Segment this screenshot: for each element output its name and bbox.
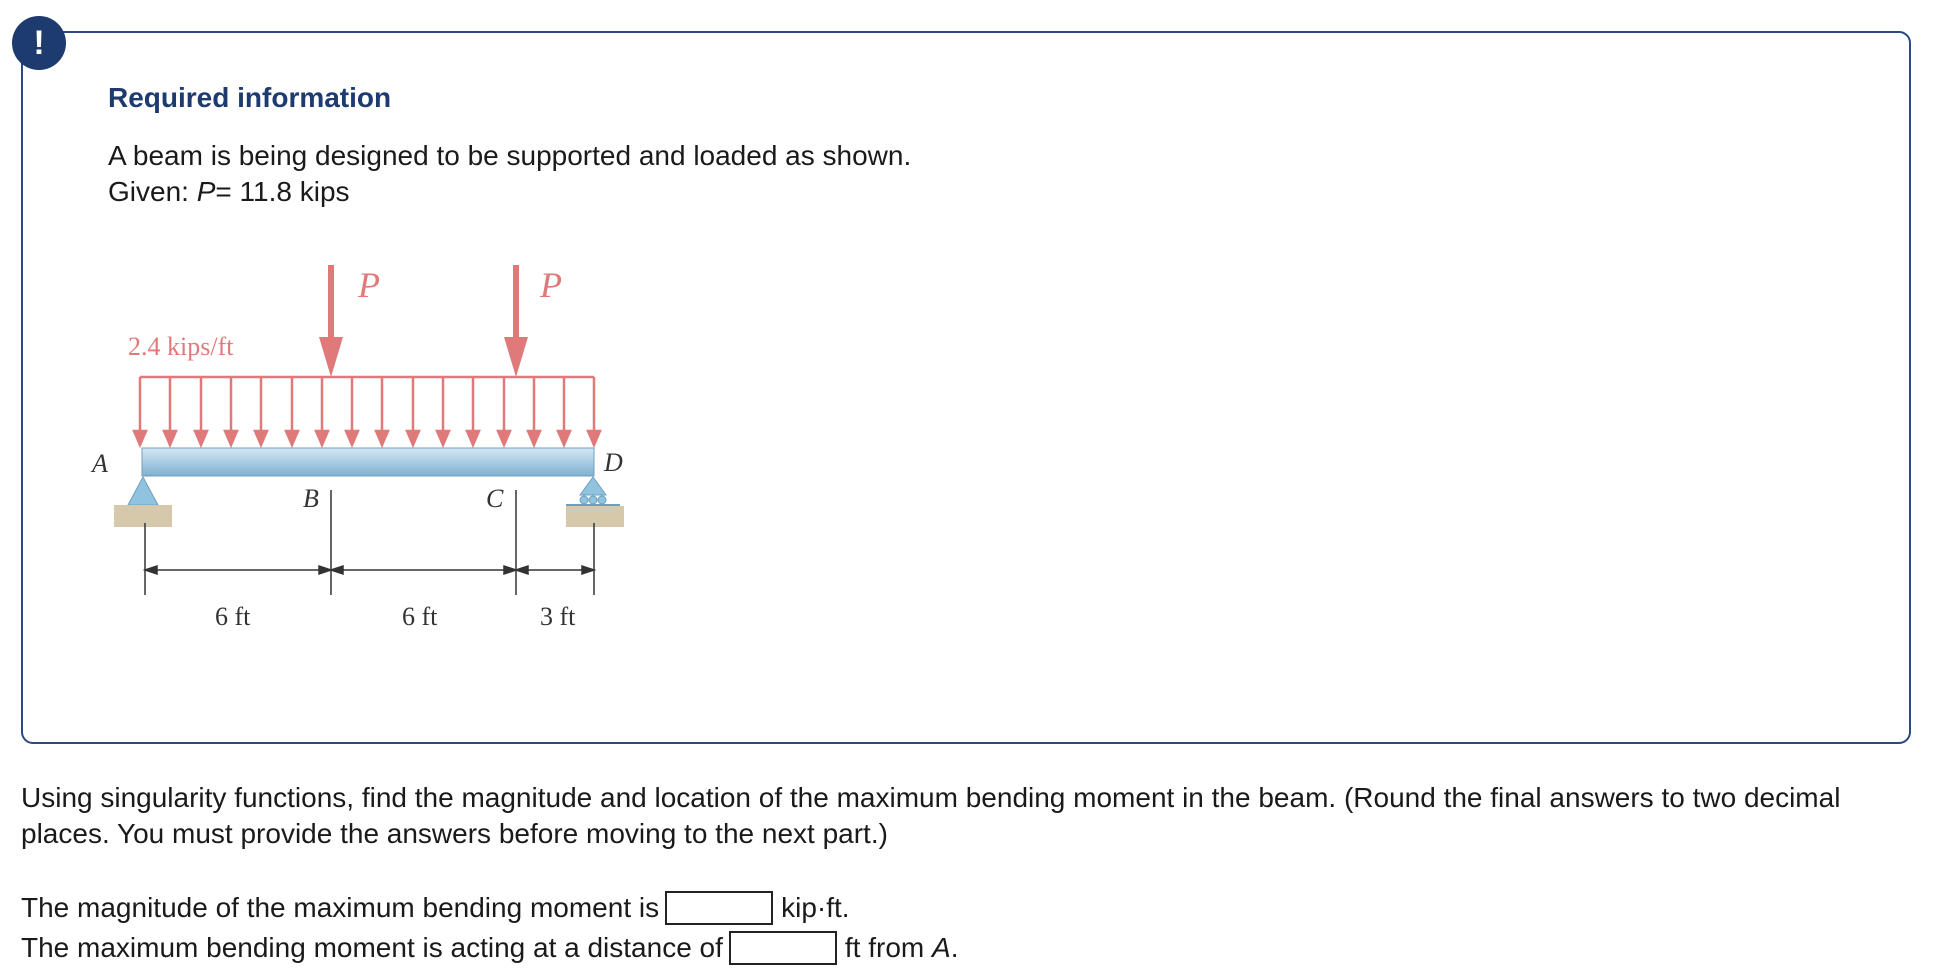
answer-row-location <box>21 928 959 968</box>
question-text: Using singularity functions, find the magnitude and location of the maximum bending moment in the beam. (Round the final answers to two decimal places. You must provide the answers before moving to the next part.) <box>21 782 1841 849</box>
beam-diagram <box>92 255 660 631</box>
answer-section <box>21 888 959 968</box>
dim-bc-label: 6 ft <box>402 602 438 631</box>
location-unit-text: ft from <box>844 932 933 963</box>
point-load-c <box>504 265 528 377</box>
location-input[interactable] <box>729 931 837 965</box>
location-unit-end: . <box>950 932 959 963</box>
magnitude-unit: kip·ft. <box>781 892 850 923</box>
alert-icon: ! <box>12 16 66 70</box>
load-p-label-b: P <box>358 265 380 305</box>
distributed-load <box>134 377 600 445</box>
roller-support-d <box>566 477 624 527</box>
problem-intro <box>108 138 911 210</box>
pin-support-a <box>114 477 172 527</box>
point-b-label: B <box>303 484 319 513</box>
dimension-lines <box>145 566 594 574</box>
distributed-load-label: 2.4 kips/ft <box>128 332 234 361</box>
point-a-label: A <box>92 449 108 478</box>
dim-ab-label: 6 ft <box>215 602 251 631</box>
given-variable: P <box>196 176 216 207</box>
point-d-label: D <box>604 448 623 477</box>
point-load-b <box>319 265 343 377</box>
answer-row-magnitude <box>21 888 959 928</box>
location-prompt: The maximum bending moment is acting at a distance of <box>21 932 723 963</box>
location-unit-var: A <box>932 932 951 963</box>
beam <box>142 448 594 476</box>
given-prefix: Given: <box>108 176 197 207</box>
given-value: = 11.8 kips <box>215 176 350 207</box>
location-unit <box>845 928 959 968</box>
point-c-label: C <box>486 484 504 513</box>
magnitude-prompt: The magnitude of the maximum bending moment is <box>21 892 660 923</box>
given-line <box>108 174 911 210</box>
required-info-title: Required information <box>108 82 392 113</box>
load-p-label-c: P <box>540 265 562 305</box>
magnitude-input[interactable] <box>665 891 773 925</box>
intro-line: A beam is being designed to be supported and loaded as shown. <box>108 140 912 171</box>
dim-cd-label: 3 ft <box>540 602 576 631</box>
